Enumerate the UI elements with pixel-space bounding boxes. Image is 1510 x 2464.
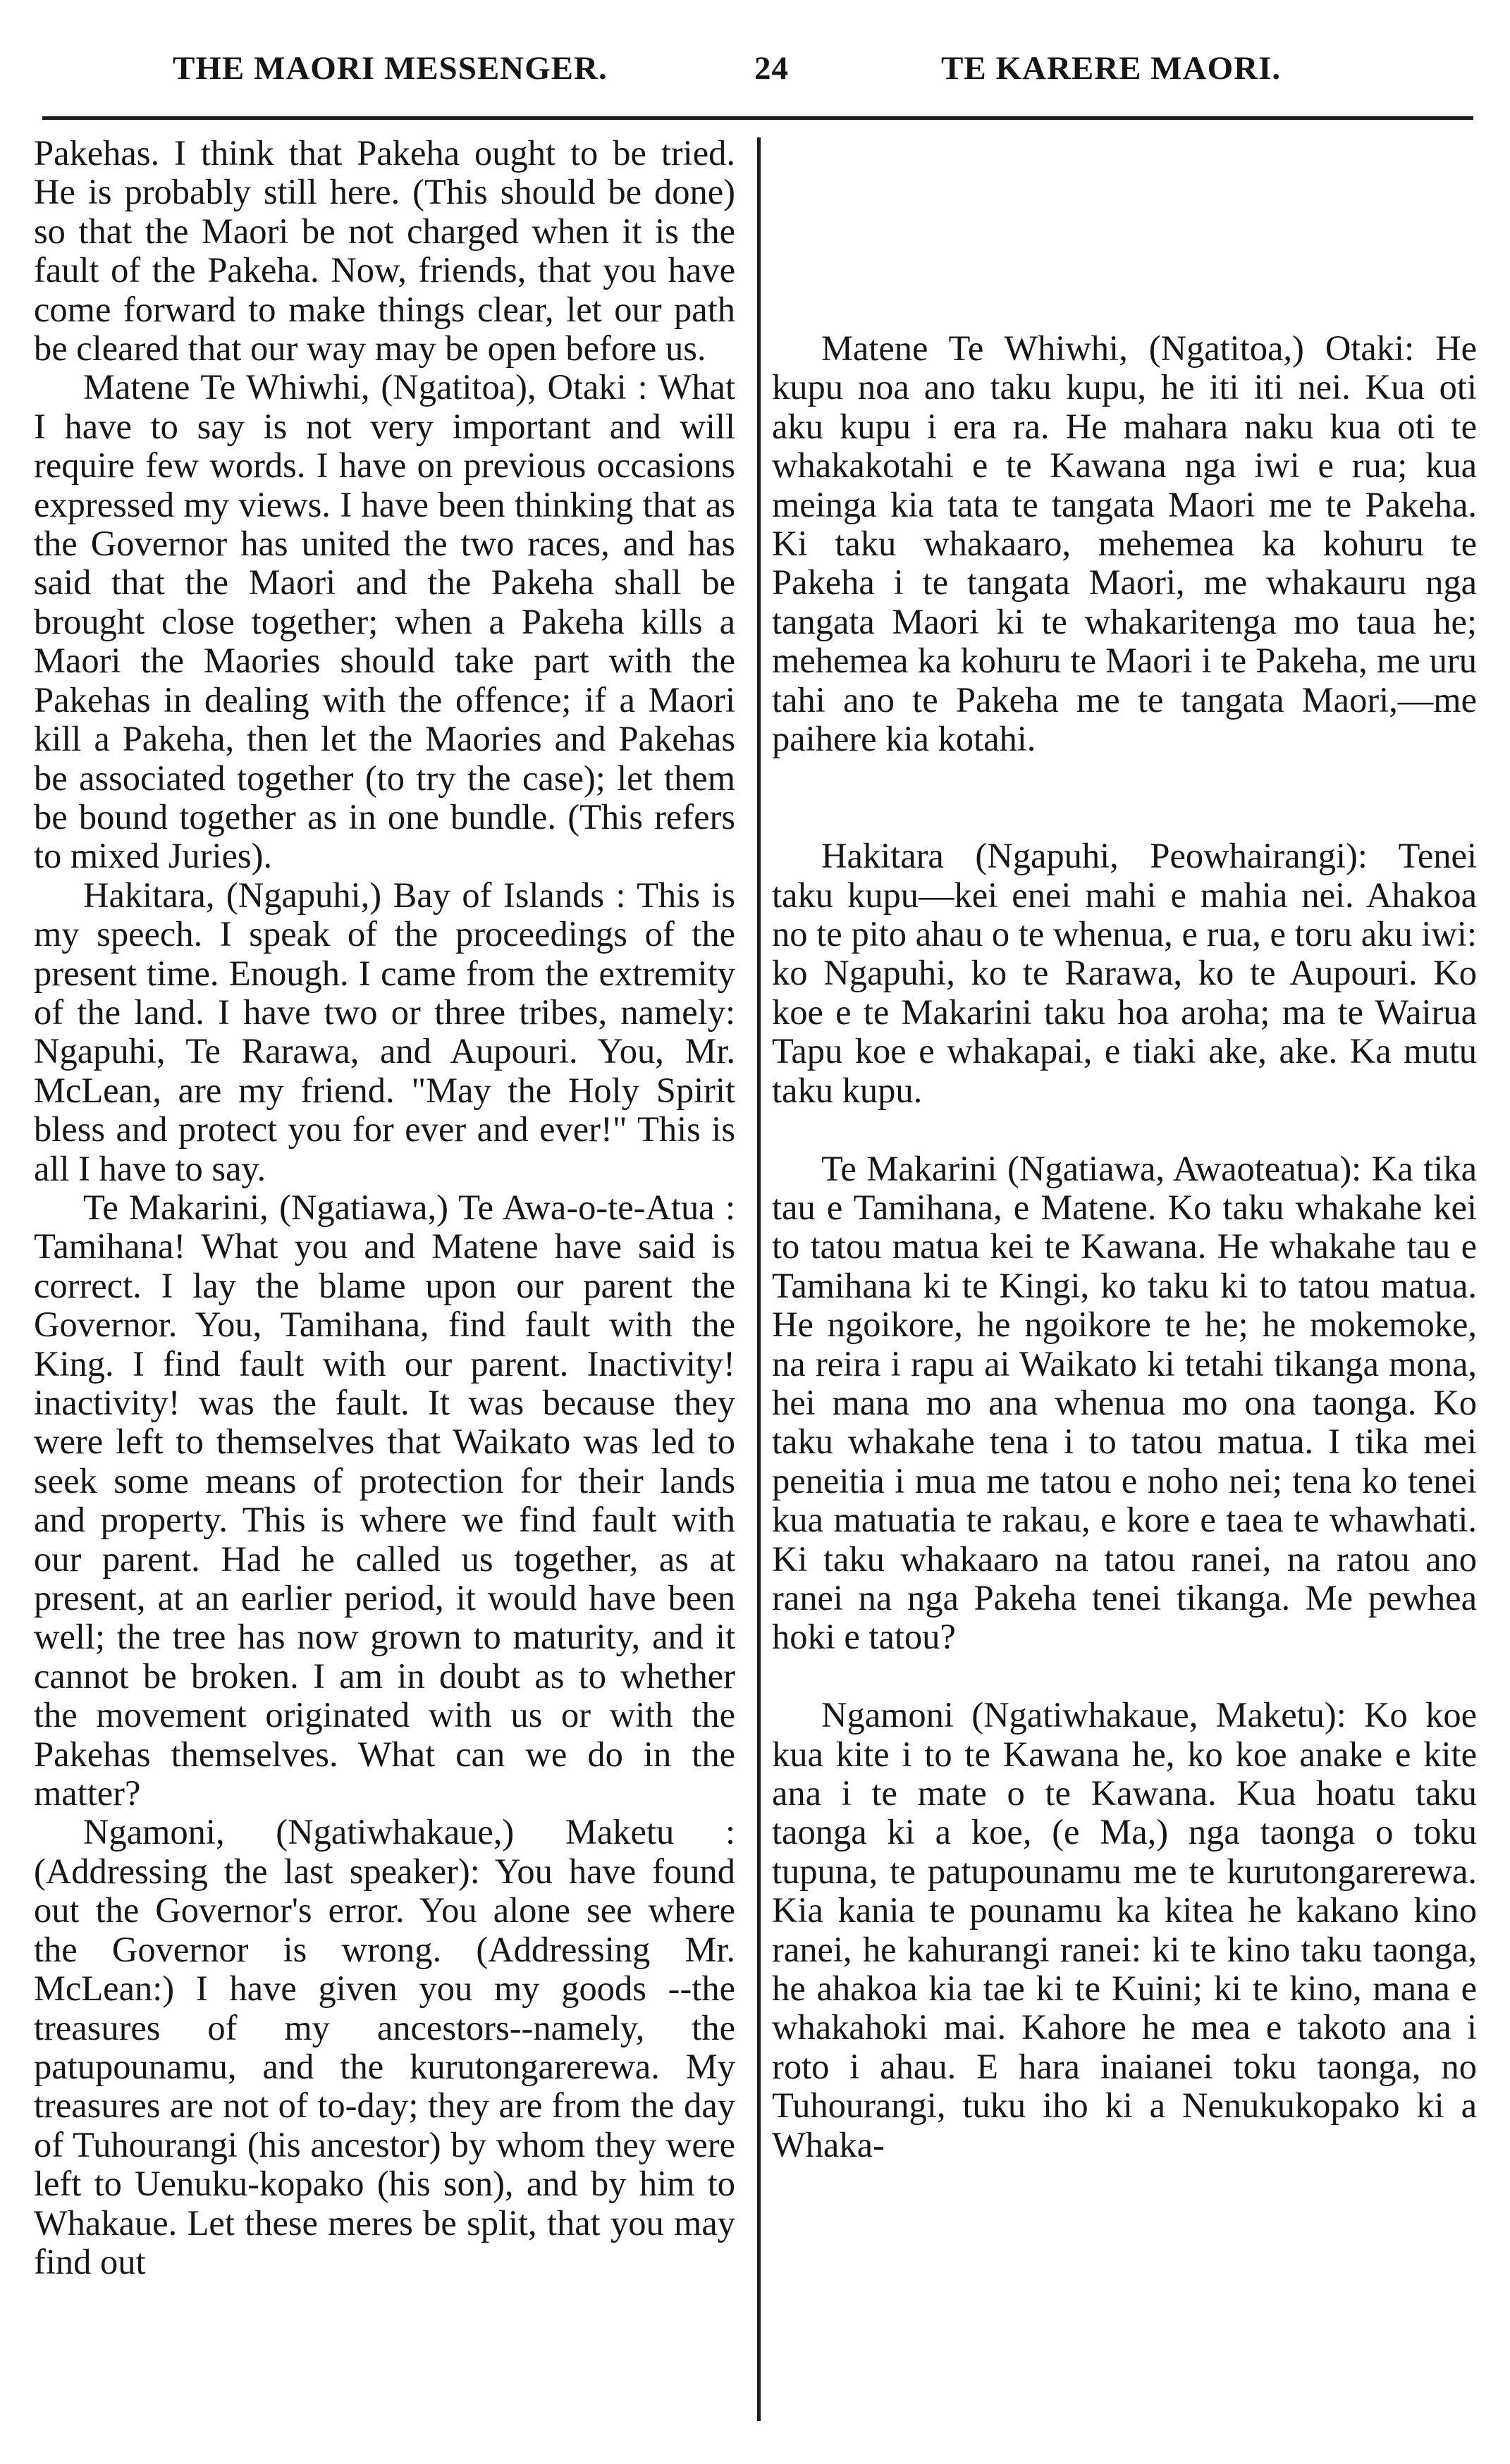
maori-paragraph: Ngamoni (Ngatiwhakaue, Maketu): Ko koe kua kite i to te Kawana he, ko koe anake e kite ana i te mate o te Kawana. Kua hoatu taku taonga ki a koe, (e Ma,) nga taonga o toku tupuna, te patupounamu me te kurutongarerewa. Kia kania te pounamu ka kitea he kakano kino ranei, he kahurangi ranei: ki te kino taku taonga, he ahakoa kia tae ki te Kuini; ki te kino, mana e whakahoki mai. Kahore he mea e takoto ana i roto i ahau. E hara inaianei toku taonga, no Tuhourangi, tuku iho ki a Nenukukopako ki a Whaka- (772, 1695, 1477, 2164)
page-number: 24 (754, 50, 789, 87)
maori-title: TE KARERE MAORI. (941, 50, 1282, 87)
column-divider (757, 137, 761, 2421)
maori-column (772, 134, 1477, 2164)
english-column (34, 134, 735, 2281)
english-paragraph: Matene Te Whiwhi, (Ngatitoa), Otaki : What I have to say is not very important and will require few words. I have on previous occasions expressed my views. I have been thinking that as the Governor has united the two races, and has said that the Maori and the Pakeha shall be brought close together; when a Pakeha kills a Maori the Maories should take part with the Pakehas in dealing with the offence; if a Maori kill a Pakeha, then let the Maories and Pakehas be associated together (to try the case); let them be bound together as in one bundle. (This refers to mixed Juries). (34, 367, 735, 876)
english-title: THE MAORI MESSENGER. (173, 50, 608, 87)
column-gap (772, 1110, 1477, 1149)
english-paragraph: Pakehas. I think that Pakeha ought to be tried. He is probably still here. (This should be done) so that the Maori be not charged when it is the fault of the Pakeha. Now, friends, that you have come forward to make things clear, let our path be cleared that our way may be open before us. (34, 133, 735, 369)
english-paragraph: Hakitara, (Ngapuhi,) Bay of Islands : This is my speech. I speak of the proceedings of the present time. Enough. I came from the extremity of the land. I have two or three tribes, namely: Ngapuhi, Te Rarawa, and Aupouri. You, Mr. McLean, are my friend. "May the Holy Spirit bless and protect you for ever and ever!" This is all I have to say. (34, 875, 735, 1188)
maori-paragraph: Matene Te Whiwhi, (Ngatitoa,) Otaki: He kupu noa ano taku kupu, he iti iti nei. Kua oti aku kupu i era ra. He mahara naku kua oti te whakakotahi e te Kawana nga iwi e rua; kua meinga kia tata te tangata Maori me te Pakeha. Ki taku whakaaro, mehemea ka kohuru te Pakeha i te tangata Maori, me whakauru nga tangata Maori ki te whakaritenga mo taua he; mehemea ka kohuru te Maori i te Pakeha, me uru tahi ano te Pakeha me te tangata Maori,—me paihere kia kotahi. (772, 328, 1477, 759)
column-gap (772, 1657, 1477, 1696)
running-head (0, 49, 1510, 106)
header-rule (42, 116, 1473, 120)
column-gap (772, 758, 1477, 837)
maori-paragraph: Te Makarini (Ngatiawa, Awaoteatua): Ka tika tau e Tamihana, e Matene. Ko taku whakahe kei to tatou matua kei te Kawana. He whakahe tau e Tamihana ki te Kingi, ko taku ki to tatou matua. He ngoikore, he ngoikore te he; he mokemoke, na reira i rapu ai Waikato ki tetahi tikanga mona, hei mana mo ana whenua mo ona taonga. Ko taku whakahe tena i to tatou matua. I tika mei peneitia i mua me tatou e noho nei; tena ko tenei kua matuatia te rakau, e kore e taea te whawhati. Ki taku whakaaro na tatou ranei, na ratou ano ranei na nga Pakeha tenei tikanga. Me pewhea hoki e tatou? (772, 1148, 1477, 1657)
english-paragraph: Ngamoni, (Ngatiwhakaue,) Maketu : (Addressing the last speaker): You have found out the Governor's error. You alone see where the Governor is wrong. (Addressing Mr. McLean:) I have given you my goods --the treasures of my ancestors--namely, the patupounamu, and the kurutongarerewa. My treasures are not of to-day; they are from the day of Tuhourangi (his ancestor) by whom they were left to Uenuku-kopako (his son), and by him to Whakaue. Let these meres be split, that you may find out (34, 1812, 735, 2281)
english-paragraph: Te Makarini, (Ngatiawa,) Te Awa-o-te-Atua : Tamihana! What you and Matene have said is correct. I lay the blame upon our parent the Governor. You, Tamihana, find fault with the King. I find fault with our parent. Inactivity! inactivity! was the fault. It was because they were left to themselves that Waikato was led to seek some means of protection for their lands and property. This is where we find fault with our parent. Had he called us together, as at present, at an earlier period, it would have been well; the tree has now grown to maturity, and it cannot be broken. I am in doubt as to whether the movement originated with us or with the Pakehas themselves. What can we do in the matter? (34, 1187, 735, 1813)
maori-paragraph: Hakitara (Ngapuhi, Peowhairangi): Tenei taku kupu—kei enei mahi e mahia nei. Ahakoa no te pito ahau o te whenua, e rua, e toru aku iwi: ko Ngapuhi, ko te Rarawa, ko te Aupouri. Ko koe e te Makarini taku hoa aroha; ma te Wairua Tapu koe e whakapai, e tiaki ake, ake. Ka mutu taku kupu. (772, 836, 1477, 1110)
column-gap (772, 134, 1477, 329)
